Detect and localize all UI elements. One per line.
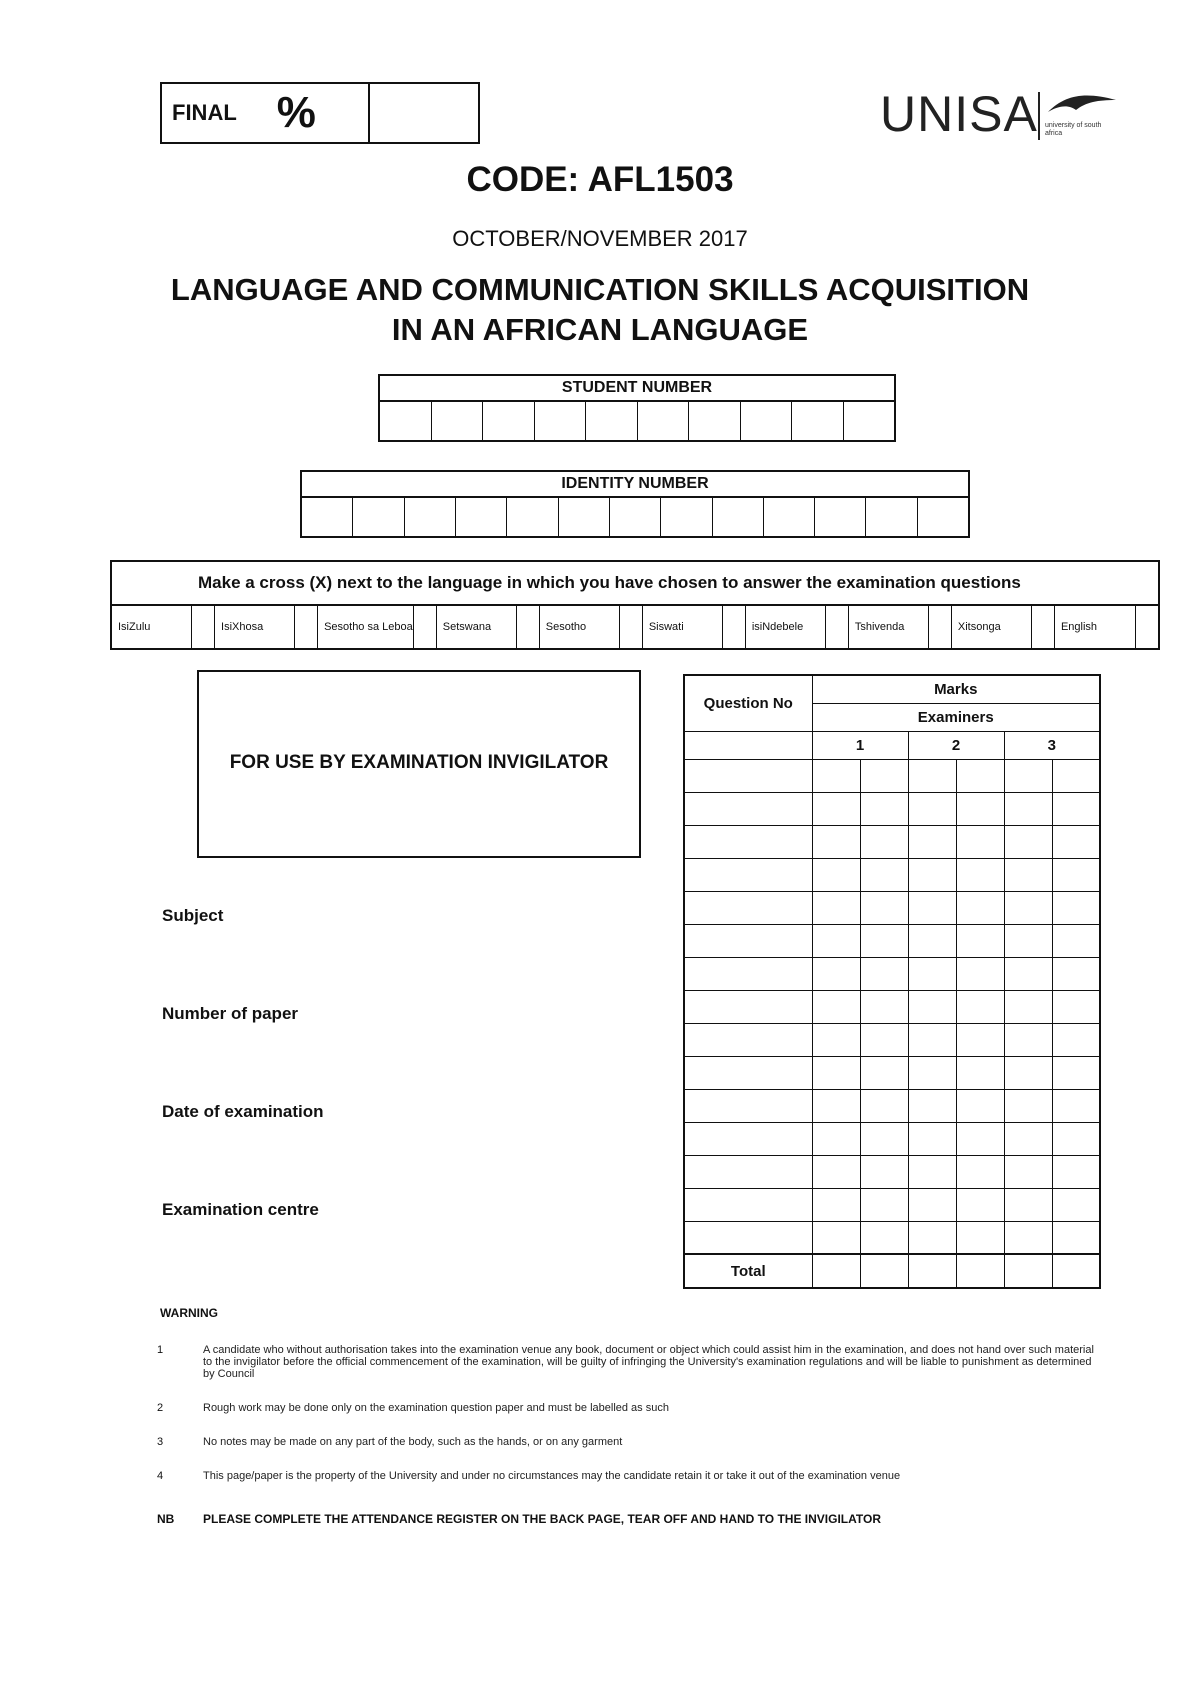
total-mark-cell[interactable] [1004, 1254, 1052, 1288]
mark-cell[interactable] [956, 990, 1004, 1023]
language-option-label: Sesotho [540, 606, 620, 648]
language-option [952, 606, 1055, 648]
total-row [684, 1254, 1100, 1288]
nb-instruction: PLEASE COMPLETE THE ATTENDANCE REGISTER ON THE BACK PAGE, TEAR OFF AND HAND TO THE INVIGILATOR [203, 1512, 882, 1526]
examiner-3-header: 3 [1004, 731, 1100, 759]
language-option [540, 606, 643, 648]
mark-cell[interactable] [956, 792, 1004, 825]
language-option-checkbox[interactable] [517, 606, 540, 648]
mark-cell[interactable] [908, 1056, 956, 1089]
identity-number-digit[interactable] [405, 498, 456, 536]
mark-cell[interactable] [1052, 1089, 1100, 1122]
language-option [849, 606, 952, 648]
language-instruction: Make a cross (X) next to the language in which you have chosen to answer the examination questions [112, 562, 1158, 606]
marks-table [683, 674, 1101, 1289]
warning-text: A candidate who without authorisation takes into the examination venue any book, document or object which could assist him in the examination, and does not hand over such material to the invigilator before the official commencement of the examination, will be guilty of infringing the University's examination regulations and will be liable to punishment as determined by Council [203, 1344, 1094, 1380]
marks-row [684, 957, 1100, 990]
mark-cell[interactable] [1004, 1089, 1052, 1122]
mark-cell[interactable] [812, 1056, 860, 1089]
mark-cell[interactable] [1052, 1188, 1100, 1221]
mark-cell[interactable] [860, 1221, 908, 1254]
total-mark-cell[interactable] [956, 1254, 1004, 1288]
language-option [215, 606, 318, 648]
mark-cell[interactable] [1052, 858, 1100, 891]
mark-cell[interactable] [908, 858, 956, 891]
marks-row [684, 1056, 1100, 1089]
marks-row [684, 990, 1100, 1023]
student-number-digit[interactable] [535, 402, 587, 440]
marks-row [684, 1122, 1100, 1155]
mark-cell[interactable] [908, 891, 956, 924]
percent-sign: % [276, 88, 316, 137]
mark-cell[interactable] [956, 1221, 1004, 1254]
identity-number-box [300, 470, 970, 538]
student-number-digit[interactable] [689, 402, 741, 440]
total-mark-cell[interactable] [860, 1254, 908, 1288]
language-option-checkbox[interactable] [620, 606, 643, 648]
mark-cell[interactable] [1052, 990, 1100, 1023]
language-option [437, 606, 540, 648]
question-no-cell[interactable] [684, 924, 812, 957]
mark-cell[interactable] [812, 1122, 860, 1155]
total-mark-cell[interactable] [908, 1254, 956, 1288]
final-mark-box [160, 82, 480, 144]
identity-number-digit[interactable] [559, 498, 610, 536]
mark-cell[interactable] [812, 1155, 860, 1188]
module-title-line1: LANGUAGE AND COMMUNICATION SKILLS ACQUISITION [170, 272, 1030, 307]
subject-label: Subject [162, 906, 224, 925]
student-number-cells [380, 402, 894, 440]
warning-number: 1 [157, 1344, 164, 1356]
mark-cell[interactable] [812, 825, 860, 858]
identity-number-digit[interactable] [610, 498, 661, 536]
logo-wordmark: UNISA [880, 86, 1038, 142]
identity-number-digit[interactable] [764, 498, 815, 536]
marks-row [684, 1155, 1100, 1188]
mark-cell[interactable] [812, 957, 860, 990]
question-no-header: Question No [684, 675, 812, 731]
identity-number-digit[interactable] [713, 498, 764, 536]
language-option-label: English [1055, 606, 1136, 648]
language-option-label: isiNdebele [746, 606, 826, 648]
mark-cell[interactable] [1052, 792, 1100, 825]
mark-cell[interactable] [956, 924, 1004, 957]
logo-subtext: university of south africa [1045, 122, 1102, 137]
mark-cell[interactable] [908, 990, 956, 1023]
mark-cell[interactable] [812, 1023, 860, 1056]
mark-cell[interactable] [812, 1188, 860, 1221]
mark-cell[interactable] [1052, 924, 1100, 957]
language-option-label: Xitsonga [952, 606, 1032, 648]
mark-cell[interactable] [1004, 792, 1052, 825]
final-label: FINAL [172, 100, 237, 125]
mark-cell[interactable] [1052, 759, 1100, 792]
warning-text: This page/paper is the property of the University and under no circumstances may the candidate retain it or take it out of the examination venue [203, 1470, 901, 1482]
student-number-digit[interactable] [844, 402, 895, 440]
language-option-label: Siswati [643, 606, 723, 648]
identity-number-digit[interactable] [507, 498, 558, 536]
marks-row [684, 759, 1100, 792]
identity-number-digit[interactable] [302, 498, 353, 536]
mark-cell[interactable] [1004, 957, 1052, 990]
mark-cell[interactable] [860, 825, 908, 858]
mark-cell[interactable] [908, 792, 956, 825]
mark-cell[interactable] [908, 825, 956, 858]
language-option [112, 606, 215, 648]
mark-cell[interactable] [1004, 1221, 1052, 1254]
question-no-cell[interactable] [684, 891, 812, 924]
total-mark-cell[interactable] [1052, 1254, 1100, 1288]
warning-text: No notes may be made on any part of the body, such as the hands, or on any garment [203, 1436, 623, 1448]
marks-row [684, 858, 1100, 891]
student-number-digit[interactable] [638, 402, 690, 440]
warning-number: 3 [157, 1436, 164, 1448]
identity-number-digit[interactable] [918, 498, 968, 536]
mark-cell[interactable] [1004, 1056, 1052, 1089]
warning-heading: WARNING [160, 1306, 218, 1320]
exam-code: CODE: AFL1503 [466, 160, 734, 199]
mark-cell[interactable] [812, 891, 860, 924]
mark-cell[interactable] [860, 1089, 908, 1122]
invigilator-box [197, 670, 641, 858]
student-number-label: STUDENT NUMBER [380, 376, 894, 402]
total-label: Total [684, 1254, 812, 1288]
mark-cell[interactable] [956, 1056, 1004, 1089]
final-mark-entry[interactable] [370, 84, 478, 142]
mark-cell[interactable] [908, 1122, 956, 1155]
language-option-label: Setswana [437, 606, 517, 648]
language-option-label: IsiZulu [112, 606, 192, 648]
student-number-digit[interactable] [741, 402, 793, 440]
marks-row [684, 1188, 1100, 1221]
question-no-cell[interactable] [684, 792, 812, 825]
mark-cell[interactable] [1004, 825, 1052, 858]
mark-cell[interactable] [860, 792, 908, 825]
mark-cell[interactable] [908, 1188, 956, 1221]
question-no-cell[interactable] [684, 1089, 812, 1122]
mark-cell[interactable] [860, 891, 908, 924]
marks-row [684, 1221, 1100, 1254]
identity-number-digit[interactable] [456, 498, 507, 536]
marks-row [684, 825, 1100, 858]
date-of-examination-label: Date of examination [162, 1102, 324, 1121]
number-of-paper-label: Number of paper [162, 1004, 299, 1023]
mark-cell[interactable] [860, 1155, 908, 1188]
mark-cell[interactable] [1052, 1155, 1100, 1188]
identity-number-cells [302, 498, 968, 536]
mark-cell[interactable] [956, 891, 1004, 924]
identity-number-digit[interactable] [661, 498, 712, 536]
question-no-cell[interactable] [684, 1221, 812, 1254]
warning-text: Rough work may be done only on the examination question paper and must be labelled as such [203, 1402, 669, 1414]
mark-cell[interactable] [1004, 1188, 1052, 1221]
mark-cell[interactable] [956, 1155, 1004, 1188]
language-options-row [112, 606, 1158, 648]
language-option [643, 606, 746, 648]
mark-cell[interactable] [956, 825, 1004, 858]
mark-cell[interactable] [908, 1221, 956, 1254]
language-option [746, 606, 849, 648]
mark-cell[interactable] [1004, 1155, 1052, 1188]
marks-row [684, 891, 1100, 924]
identity-number-digit[interactable] [353, 498, 404, 536]
mark-cell[interactable] [860, 1056, 908, 1089]
mark-cell[interactable] [812, 1089, 860, 1122]
language-option-label: Sesotho sa Leboa [318, 606, 414, 648]
warning-number: 2 [157, 1402, 164, 1414]
mark-cell[interactable] [812, 759, 860, 792]
mark-cell[interactable] [908, 924, 956, 957]
module-title-line2: IN AN AFRICAN LANGUAGE [391, 312, 809, 347]
mark-cell[interactable] [812, 1221, 860, 1254]
language-option [1055, 606, 1158, 648]
question-no-cell[interactable] [684, 1122, 812, 1155]
student-number-digit[interactable] [483, 402, 535, 440]
student-number-digit[interactable] [432, 402, 484, 440]
marks-row [684, 792, 1100, 825]
mark-cell[interactable] [1052, 891, 1100, 924]
mark-cell[interactable] [1052, 1023, 1100, 1056]
mark-cell[interactable] [1004, 1122, 1052, 1155]
examination-centre-label: Examination centre [162, 1200, 319, 1219]
mark-cell[interactable] [860, 957, 908, 990]
mark-cell[interactable] [956, 759, 1004, 792]
mark-cell[interactable] [1004, 891, 1052, 924]
mark-cell[interactable] [1004, 990, 1052, 1023]
mark-cell[interactable] [1052, 1122, 1100, 1155]
mark-cell[interactable] [812, 792, 860, 825]
mark-cell[interactable] [1004, 759, 1052, 792]
student-number-digit[interactable] [792, 402, 844, 440]
question-no-cell[interactable] [684, 825, 812, 858]
marks-row [684, 924, 1100, 957]
marks-header: Marks [812, 675, 1100, 703]
mark-cell[interactable] [860, 759, 908, 792]
identity-number-digit[interactable] [815, 498, 866, 536]
logo-divider [1038, 92, 1040, 140]
mark-cell[interactable] [956, 858, 1004, 891]
mark-cell[interactable] [1004, 924, 1052, 957]
final-label-cell [162, 84, 370, 142]
question-no-cell[interactable] [684, 858, 812, 891]
student-number-digit[interactable] [380, 402, 432, 440]
mark-cell[interactable] [956, 1122, 1004, 1155]
student-number-box [378, 374, 896, 442]
mark-cell[interactable] [860, 1188, 908, 1221]
language-option-checkbox[interactable] [1032, 606, 1055, 648]
marks-row [684, 1023, 1100, 1056]
mark-cell[interactable] [908, 759, 956, 792]
question-no-cell[interactable] [684, 1155, 812, 1188]
language-option-checkbox[interactable] [929, 606, 952, 648]
mark-cell[interactable] [1052, 957, 1100, 990]
mark-cell[interactable] [956, 1089, 1004, 1122]
language-option-checkbox[interactable] [723, 606, 746, 648]
unisa-logo [880, 84, 1120, 144]
question-no-cell[interactable] [684, 759, 812, 792]
mark-cell[interactable] [1052, 825, 1100, 858]
mark-cell[interactable] [860, 858, 908, 891]
student-number-digit[interactable] [586, 402, 638, 440]
language-option-label: Tshivenda [849, 606, 929, 648]
marks-row [684, 1089, 1100, 1122]
mark-cell[interactable] [956, 1188, 1004, 1221]
total-mark-cell[interactable] [812, 1254, 860, 1288]
language-option [318, 606, 437, 648]
mark-cell[interactable] [1004, 1023, 1052, 1056]
mark-cell[interactable] [812, 858, 860, 891]
identity-number-digit[interactable] [866, 498, 917, 536]
mark-cell[interactable] [908, 1023, 956, 1056]
language-option-checkbox[interactable] [826, 606, 849, 648]
mark-cell[interactable] [908, 957, 956, 990]
examiner-2-header: 2 [908, 731, 1004, 759]
mark-cell[interactable] [860, 924, 908, 957]
mark-cell[interactable] [860, 1122, 908, 1155]
logo-bird-icon [1046, 90, 1118, 120]
question-no-cell[interactable] [684, 1056, 812, 1089]
question-no-cell[interactable] [684, 1023, 812, 1056]
mark-cell[interactable] [908, 1155, 956, 1188]
language-option-checkbox[interactable] [414, 606, 437, 648]
exam-session: OCTOBER/NOVEMBER 2017 [452, 226, 748, 251]
language-option-label: IsiXhosa [215, 606, 295, 648]
question-no-cell[interactable] [684, 957, 812, 990]
language-option-checkbox[interactable] [1136, 606, 1158, 648]
mark-cell[interactable] [860, 1023, 908, 1056]
language-option-checkbox[interactable] [295, 606, 318, 648]
warning-number: 4 [157, 1470, 164, 1482]
mark-cell[interactable] [908, 1089, 956, 1122]
examiner-1-header: 1 [812, 731, 908, 759]
mark-cell[interactable] [1004, 858, 1052, 891]
question-no-cell[interactable] [684, 990, 812, 1023]
mark-cell[interactable] [1052, 1221, 1100, 1254]
mark-cell[interactable] [1052, 1056, 1100, 1089]
mark-cell[interactable] [812, 924, 860, 957]
language-selection-box [110, 560, 1160, 650]
mark-cell[interactable] [956, 957, 1004, 990]
identity-number-label: IDENTITY NUMBER [302, 472, 968, 498]
invigilator-label: FOR USE BY EXAMINATION INVIGILATOR [229, 752, 609, 773]
mark-cell[interactable] [956, 1023, 1004, 1056]
language-option-checkbox[interactable] [192, 606, 215, 648]
mark-cell[interactable] [812, 990, 860, 1023]
nb-label: NB [157, 1512, 175, 1526]
mark-cell[interactable] [860, 990, 908, 1023]
question-no-cell[interactable] [684, 1188, 812, 1221]
question-no-subheader [684, 731, 812, 759]
examiners-header: Examiners [812, 703, 1100, 731]
